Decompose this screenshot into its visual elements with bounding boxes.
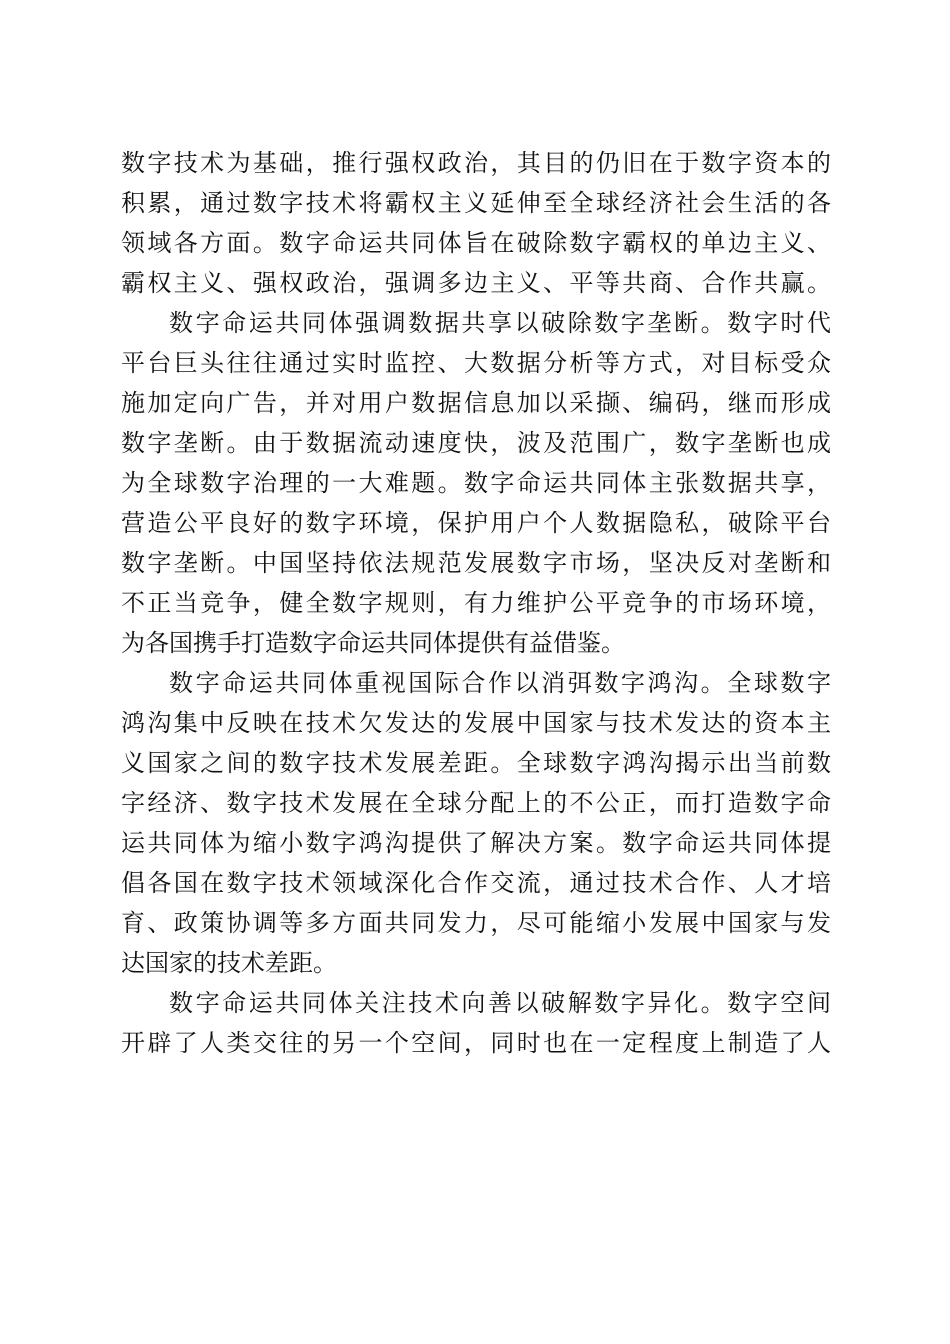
paragraph-start-line: 数字命运共同体关注技术向善以破解数字异化。数字空间 bbox=[169, 989, 831, 1017]
paragraph-end-line: 达国家的技术差距。 bbox=[121, 949, 337, 977]
text-line: 数字技术为基础，推行强权政治，其目的仍旧在于数字资本的 bbox=[121, 149, 831, 177]
text-line: 营造公平良好的数字环境，保护用户个人数据隐私，破除平台 bbox=[121, 509, 831, 537]
text-line: 数字垄断。中国坚持依法规范发展数字市场，坚决反对垄断和 bbox=[121, 549, 831, 577]
paragraph-start-line: 数字命运共同体强调数据共享以破除数字垄断。数字时代 bbox=[169, 309, 831, 337]
text-line: 鸿沟集中反映在技术欠发达的发展中国家与技术发达的资本主 bbox=[121, 709, 831, 737]
text-line: 积累，通过数字技术将霸权主义延伸至全球经济社会生活的各 bbox=[121, 189, 831, 217]
text-line: 施加定向广告，并对用户数据信息加以采撷、编码，继而形成 bbox=[121, 389, 831, 417]
text-line: 义国家之间的数字技术发展差距。全球数字鸿沟揭示出当前数 bbox=[121, 749, 831, 777]
paragraph-start-line: 数字命运共同体重视国际合作以消弭数字鸿沟。全球数字 bbox=[169, 669, 831, 697]
body-text bbox=[121, 143, 831, 1063]
text-line: 开辟了人类交往的另一个空间，同时也在一定程度上制造了人 bbox=[121, 1029, 831, 1057]
text-line: 运共同体为缩小数字鸿沟提供了解决方案。数字命运共同体提 bbox=[121, 829, 831, 857]
text-line: 平台巨头往往通过实时监控、大数据分析等方式，对目标受众 bbox=[121, 349, 831, 377]
text-line: 育、政策协调等多方面共同发力，尽可能缩小发展中国家与发 bbox=[121, 909, 831, 937]
text-line: 倡各国在数字技术领域深化合作交流，通过技术合作、人才培 bbox=[121, 869, 831, 897]
text-line: 数字垄断。由于数据流动速度快，波及范围广，数字垄断也成 bbox=[121, 429, 831, 457]
text-line: 不正当竞争，健全数字规则，有力维护公平竞争的市场环境， bbox=[121, 589, 831, 617]
paragraph-end-line: 为各国携手打造数字命运共同体提供有益借鉴。 bbox=[121, 629, 625, 657]
text-line: 霸权主义、强权政治，强调多边主义、平等共商、合作共赢。 bbox=[121, 269, 831, 297]
text-line: 为全球数字治理的一大难题。数字命运共同体主张数据共享， bbox=[121, 469, 831, 497]
text-line: 领域各方面。数字命运共同体旨在破除数字霸权的单边主义、 bbox=[121, 229, 831, 257]
text-line: 字经济、数字技术发展在全球分配上的不公正，而打造数字命 bbox=[121, 789, 831, 817]
